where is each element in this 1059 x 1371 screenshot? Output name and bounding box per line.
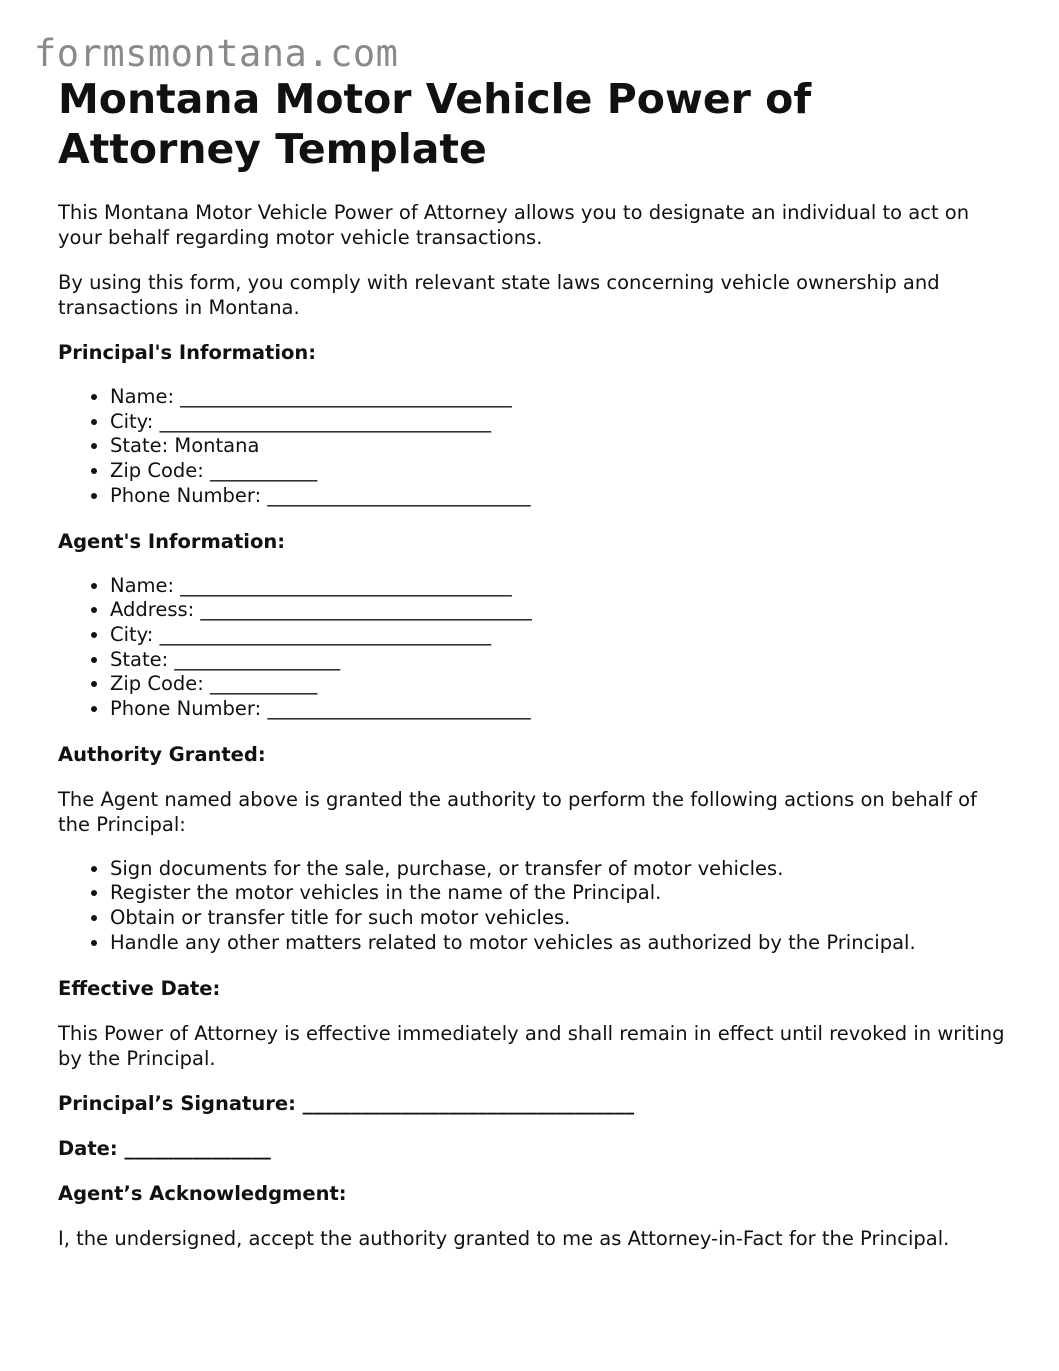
intro-paragraph-1: This Montana Motor Vehicle Power of Attorney allows you to designate an individual to act on your behalf regarding motor vehicle transactions. <box>58 201 970 249</box>
authority-paragraph: The Agent named above is granted the authority to perform the following actions on behalf of the Principal: <box>58 787 977 836</box>
agent-city-field: • City: __________________________________ <box>110 623 1008 648</box>
principal-state-field: • State: Montana <box>110 434 1008 459</box>
principal-signature-line: Principal’s Signature: __________________________________ <box>58 1091 635 1115</box>
agent-acknowledgment-paragraph: I, the undersigned, accept the authority granted to me as Attorney-in-Fact for the Principal. <box>58 1226 950 1250</box>
agent-phone-field: • Phone Number: ___________________________ <box>110 697 1008 722</box>
principal-zip-field: • Zip Code: ___________ <box>110 459 1008 484</box>
authority-list <box>58 857 1008 956</box>
authority-item: • Sign documents for the sale, purchase, or transfer of motor vehicles. <box>110 857 1008 882</box>
principal-phone-field: • Phone Number: ___________________________ <box>110 484 1008 509</box>
principal-name-field: • Name: __________________________________ <box>110 385 1008 410</box>
principal-heading: Principal's Information: <box>58 341 317 364</box>
principal-city-field: • City: __________________________________ <box>110 410 1008 435</box>
agent-name-field: • Name: __________________________________ <box>110 574 1008 599</box>
agent-fields-list <box>58 574 1008 722</box>
date-line: Date: _______________ <box>58 1136 271 1160</box>
authority-heading: Authority Granted: <box>58 742 266 766</box>
authority-item: • Register the motor vehicles in the name of the Principal. <box>110 881 1008 906</box>
agent-address-field: • Address: __________________________________ <box>110 598 1008 623</box>
watermark: formsmontana.com <box>34 32 399 75</box>
agent-acknowledgment-heading: Agent’s Acknowledgment: <box>58 1181 347 1205</box>
authority-item: • Obtain or transfer title for such motor vehicles. <box>110 906 1008 931</box>
agent-heading: Agent's Information: <box>58 529 286 553</box>
principal-fields-list <box>58 385 1008 509</box>
intro-paragraph-2: By using this form, you comply with relevant state laws concerning vehicle ownership and transactions in Montana. <box>58 271 940 319</box>
effective-date-heading: Effective Date: <box>58 976 221 1000</box>
page-title: Montana Motor Vehicle Power of Attorney Template <box>58 75 812 173</box>
effective-date-paragraph: This Power of Attorney is effective immediately and shall remain in effect until revoked in writing by the Principal. <box>58 1021 1005 1070</box>
authority-item: • Handle any other matters related to motor vehicles as authorized by the Principal. <box>110 931 1008 956</box>
document-body <box>58 74 1008 1271</box>
agent-zip-field: • Zip Code: ___________ <box>110 672 1008 697</box>
agent-state-field: • State: _________________ <box>110 648 1008 673</box>
